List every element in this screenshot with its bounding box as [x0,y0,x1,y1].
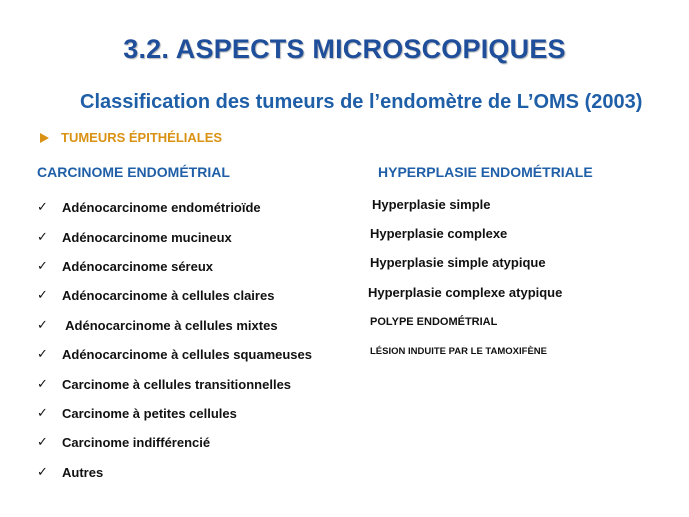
list-item: POLYPE ENDOMÉTRIAL [370,316,498,328]
section-label: TUMEURS ÉPITHÉLIALES [61,130,223,145]
list-item: ✓ Adénocarcinome mucineux [37,229,232,245]
list-item: Hyperplasie complexe [370,226,508,241]
checkmark-icon: ✓ [37,200,48,216]
carcinoma-list [37,193,312,487]
checkmark-icon: ✓ [37,317,48,333]
left-column-header: CARCINOME ENDOMÉTRIAL [37,164,230,180]
section-heading [40,130,222,145]
list-item: Hyperplasie complexe atypique [368,285,563,300]
list-item: Hyperplasie simple [372,197,491,212]
list-item: ✓ Carcinome à petites cellules [37,405,237,421]
list-item: ✓ Adénocarcinome à cellules claires [37,288,275,304]
checkmark-icon: ✓ [37,288,48,304]
slide-subtitle: Classification des tumeurs de l’endomètre de L’OMS (2003) [80,91,643,113]
checkmark-icon: ✓ [37,464,48,480]
list-item: ✓ Adénocarcinome séreux [37,258,214,274]
list-item: ✓ Adénocarcinome à cellules squameuses [37,347,312,363]
list-item: ✓ Autres [37,464,104,480]
checkmark-icon: ✓ [37,405,48,421]
list-item: ✓ Carcinome à cellules transitionnelles [37,376,292,392]
checkmark-icon: ✓ [37,376,48,392]
checkmark-icon: ✓ [37,347,48,363]
list-item: ✓ Adénocarcinome à cellules mixtes [37,317,278,333]
list-item: Hyperplasie simple atypique [370,255,546,270]
arrow-bullet-icon [40,133,49,143]
list-item: ✓ Carcinome indifférencié [37,435,211,451]
slide-title: 3.2. ASPECTS MICROSCOPIQUES [123,34,566,64]
list-item: LÉSION INDUITE PAR LE TAMOXIFÈNE [370,346,547,357]
checkmark-icon: ✓ [37,229,48,245]
right-column-header: HYPERPLASIE ENDOMÉTRIALE [378,164,593,180]
checkmark-icon: ✓ [37,258,48,274]
list-item: ✓ Adénocarcinome endométrioïde [37,200,261,216]
checkmark-icon: ✓ [37,435,48,451]
